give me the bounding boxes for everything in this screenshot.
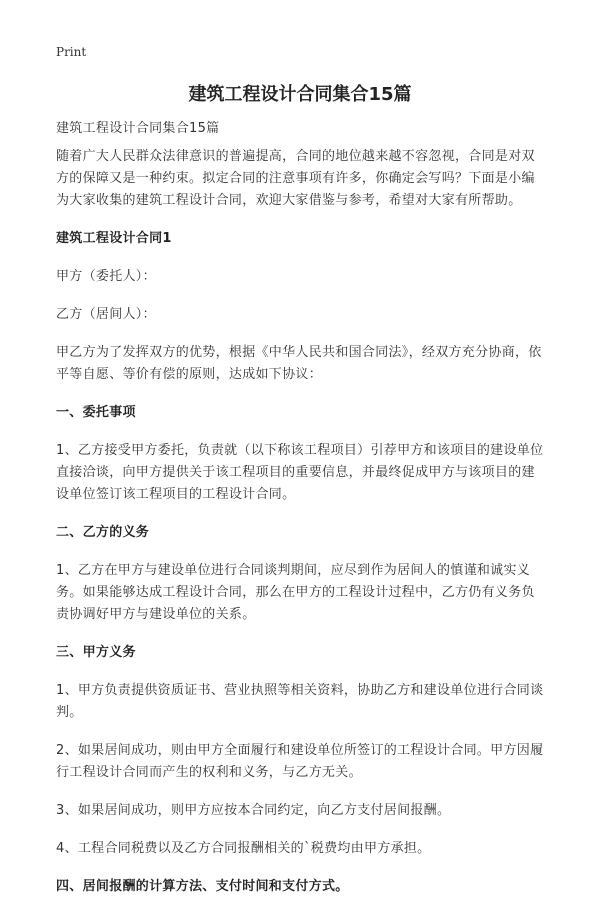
document-subtitle: 建筑工程设计合同集合15篇 [56, 121, 220, 136]
document-body [56, 118, 548, 914]
party-b-line: 乙方（居间人）： [56, 307, 156, 322]
section-paragraph: 2、如果居间成功，则由甲方全面履行和建设单位所签订的工程设计合同。甲方因履行工程设计合同而产生的权利和义务，与乙方无关。 [56, 743, 544, 780]
section-paragraph: 4、工程合同税费以及乙方合同报酬相关的`税费均由甲方承担。 [56, 841, 431, 856]
section-paragraph: 3、如果居间成功，则甲方应按本合同约定，向乙方支付居间报酬。 [56, 803, 451, 818]
section-paragraph: 1、乙方接受甲方委托，负责就（以下称该工程项目）引荐甲方和该项目的建设单位直接洽谈，向甲方提供关于该工程项目的重要信息，并最终促成甲方与该项目的建设单位签订该工程项目的工程设计合同。 [56, 443, 544, 502]
print-label: Print [56, 45, 87, 59]
section-heading: 一、委托事项 [56, 405, 136, 420]
party-a-line: 甲方（委托人）： [56, 269, 156, 284]
section-paragraph: 1、乙方在甲方与建设单位进行合同谈判期间，应尽到作为居间人的慎谨和诚实义务。如果能够达成工程设计合同，那么在甲方的工程设计过程中，乙方仍有义务负责协调好甲方与建设单位的关系。 [56, 563, 535, 622]
section-paragraph: 1、甲方负责提供资质证书、营业执照等相关资料，协助乙方和建设单位进行合同谈判。 [56, 683, 544, 720]
contract-heading: 建筑工程设计合同1 [56, 231, 172, 246]
document-title: 建筑工程设计合同集合15篇 [188, 84, 412, 105]
section-heading: 三、甲方义务 [56, 645, 136, 660]
section-heading: 二、乙方的义务 [56, 525, 150, 540]
intro-paragraph: 随着广大人民群众法律意识的普遍提高，合同的地位越来越不容忽视，合同是对双方的保障又是一种约束。拟定合同的注意事项有许多，你确定会写吗？下面是小编为大家收集的建筑工程设计合同，欢迎大家借鉴与参考，希望对大家有所帮助。 [56, 149, 535, 208]
section-heading: 四、居间报酬的计算方法、支付时间和支付方式。 [56, 879, 349, 894]
preamble-paragraph: 甲乙方为了发挥双方的优势，根据《中华人民共和国合同法》，经双方充分协商，依平等自愿、等价有偿的原则，达成如下协议： [56, 345, 542, 382]
